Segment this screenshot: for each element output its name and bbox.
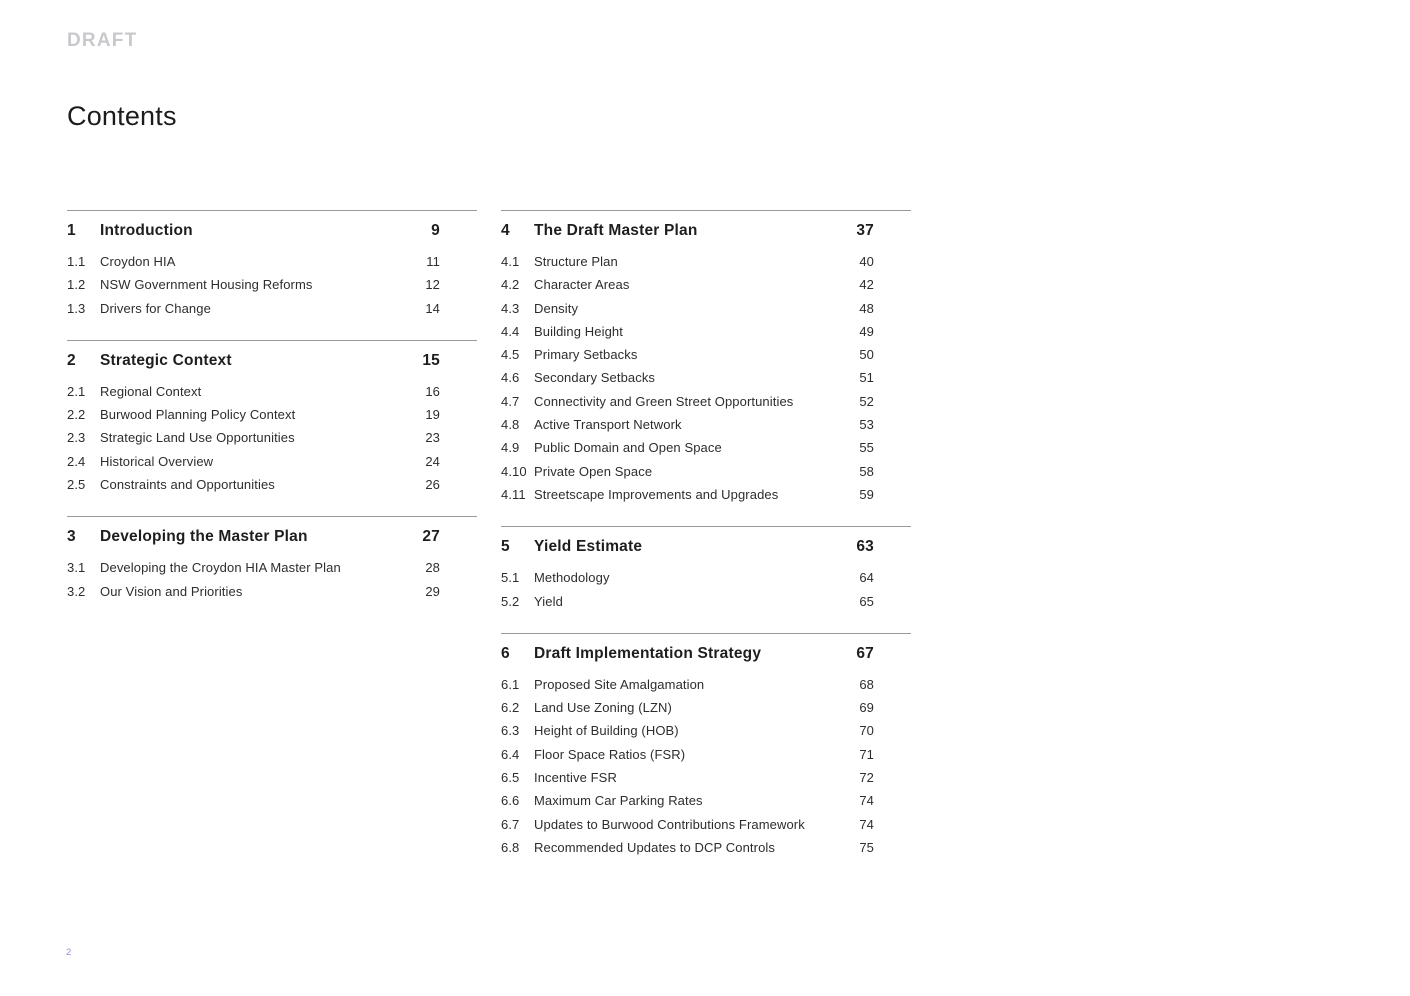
toc-entry bbox=[501, 413, 911, 436]
toc-entry bbox=[501, 460, 911, 483]
section-number: 4 bbox=[501, 222, 510, 239]
section-title: Developing the Master Plan bbox=[100, 528, 308, 546]
entry-number: 4.8 bbox=[501, 417, 520, 433]
entry-title: Updates to Burwood Contributions Framework bbox=[534, 816, 805, 832]
section-title: Strategic Context bbox=[100, 351, 232, 369]
toc-section bbox=[501, 633, 911, 859]
toc-entry bbox=[501, 813, 911, 836]
toc-entry bbox=[501, 343, 911, 366]
toc-section-heading bbox=[501, 537, 911, 557]
entry-page: 53 bbox=[859, 417, 874, 433]
entry-title: Incentive FSR bbox=[534, 770, 617, 786]
toc-entry bbox=[67, 380, 477, 403]
entry-page: 42 bbox=[859, 277, 874, 293]
entry-number: 3.2 bbox=[67, 583, 86, 599]
entry-title: Character Areas bbox=[534, 277, 630, 293]
entry-title: Proposed Site Amalgamation bbox=[534, 676, 705, 692]
entry-page: 71 bbox=[859, 746, 874, 762]
entry-page: 28 bbox=[425, 560, 440, 576]
entry-title: Private Open Space bbox=[534, 463, 653, 479]
entry-number: 6.1 bbox=[501, 676, 520, 692]
entry-number: 4.9 bbox=[501, 440, 520, 456]
entry-title: Developing the Croydon HIA Master Plan bbox=[100, 560, 341, 576]
entry-number: 4.3 bbox=[501, 300, 520, 316]
toc-entry bbox=[67, 580, 477, 603]
draft-watermark: DRAFT bbox=[67, 30, 138, 51]
entry-title: Public Domain and Open Space bbox=[534, 440, 722, 456]
section-number: 6 bbox=[501, 644, 510, 662]
section-title: The Draft Master Plan bbox=[534, 222, 698, 239]
entry-title: Yield bbox=[534, 593, 563, 609]
toc-entry bbox=[67, 250, 477, 273]
toc-section bbox=[501, 526, 911, 613]
entry-number: 4.7 bbox=[501, 393, 520, 409]
toc-entry bbox=[501, 590, 911, 613]
entry-number: 4.10 bbox=[501, 463, 527, 479]
section-page: 37 bbox=[856, 222, 874, 239]
toc-entry bbox=[501, 297, 911, 320]
entry-number: 4.6 bbox=[501, 370, 520, 386]
entry-page: 16 bbox=[425, 383, 440, 399]
entry-title: Streetscape Improvements and Upgrades bbox=[534, 486, 779, 502]
entry-number: 6.7 bbox=[501, 816, 520, 832]
entry-number: 2.5 bbox=[67, 477, 86, 493]
section-entries bbox=[67, 380, 477, 496]
entry-page: 23 bbox=[425, 430, 440, 446]
entry-page: 65 bbox=[859, 593, 874, 609]
entry-page: 51 bbox=[859, 370, 874, 386]
section-number: 3 bbox=[67, 528, 76, 546]
entry-number: 1.3 bbox=[67, 300, 86, 316]
entry-page: 70 bbox=[859, 723, 874, 739]
entry-page: 64 bbox=[859, 570, 874, 586]
section-entries bbox=[67, 556, 477, 603]
entry-page: 59 bbox=[859, 486, 874, 502]
entry-title: Burwood Planning Policy Context bbox=[100, 407, 296, 423]
entry-title: Recommended Updates to DCP Controls bbox=[534, 839, 775, 855]
entry-number: 6.4 bbox=[501, 746, 520, 762]
entry-number: 4.5 bbox=[501, 347, 520, 363]
entry-number: 6.3 bbox=[501, 723, 520, 739]
toc-entry bbox=[501, 719, 911, 742]
toc-entry bbox=[501, 366, 911, 389]
entry-title: Our Vision and Priorities bbox=[100, 583, 243, 599]
entry-number: 6.8 bbox=[501, 839, 520, 855]
entry-number: 5.1 bbox=[501, 570, 520, 586]
entry-title: Structure Plan bbox=[534, 254, 618, 269]
section-entries bbox=[501, 673, 911, 859]
entry-number: 6.6 bbox=[501, 793, 520, 809]
toc-section-heading bbox=[67, 351, 477, 371]
entry-number: 1.1 bbox=[67, 254, 86, 269]
entry-page: 26 bbox=[425, 477, 440, 493]
section-number: 5 bbox=[501, 538, 510, 556]
entry-title: NSW Government Housing Reforms bbox=[100, 277, 313, 293]
toc-column-right bbox=[501, 210, 911, 879]
toc-entry bbox=[67, 426, 477, 449]
toc-entry bbox=[67, 473, 477, 496]
toc-entry bbox=[501, 320, 911, 343]
entry-title: Methodology bbox=[534, 570, 610, 586]
entry-title: Regional Context bbox=[100, 383, 202, 399]
toc-entry bbox=[501, 273, 911, 296]
entry-number: 6.2 bbox=[501, 700, 520, 716]
entry-title: Constraints and Opportunities bbox=[100, 477, 275, 493]
toc-section bbox=[67, 210, 477, 320]
entry-page: 40 bbox=[859, 254, 874, 269]
section-page: 9 bbox=[431, 222, 440, 239]
entry-page: 72 bbox=[859, 770, 874, 786]
toc-entry bbox=[67, 450, 477, 473]
entry-title: Maximum Car Parking Rates bbox=[534, 793, 703, 809]
entry-page: 58 bbox=[859, 463, 874, 479]
footer-page-number: 2 bbox=[66, 947, 72, 958]
entry-title: Active Transport Network bbox=[534, 417, 682, 433]
entry-title: Floor Space Ratios (FSR) bbox=[534, 746, 686, 762]
entry-page: 29 bbox=[425, 583, 440, 599]
entry-page: 55 bbox=[859, 440, 874, 456]
section-entries bbox=[501, 250, 911, 506]
entry-page: 48 bbox=[859, 300, 874, 316]
section-entries bbox=[67, 250, 477, 320]
entry-title: Croydon HIA bbox=[100, 254, 176, 269]
toc-section-heading bbox=[501, 644, 911, 664]
toc-section bbox=[67, 516, 477, 603]
entry-page: 74 bbox=[859, 793, 874, 809]
section-title: Draft Implementation Strategy bbox=[534, 644, 762, 662]
entry-page: 24 bbox=[425, 453, 440, 469]
entry-page: 50 bbox=[859, 347, 874, 363]
toc-entry bbox=[501, 789, 911, 812]
entry-number: 4.2 bbox=[501, 277, 520, 293]
entry-number: 5.2 bbox=[501, 593, 520, 609]
toc-entry bbox=[501, 436, 911, 459]
entry-page: 11 bbox=[426, 254, 440, 269]
toc-entry bbox=[501, 566, 911, 589]
section-title: Introduction bbox=[100, 222, 193, 239]
entry-page: 69 bbox=[859, 700, 874, 716]
toc-entry bbox=[501, 673, 911, 696]
entry-page: 52 bbox=[859, 393, 874, 409]
entry-page: 68 bbox=[859, 676, 874, 692]
section-page: 67 bbox=[856, 644, 874, 662]
toc-entry bbox=[501, 836, 911, 859]
toc-entry bbox=[501, 483, 911, 506]
section-page: 15 bbox=[422, 351, 440, 369]
entry-title: Density bbox=[534, 300, 579, 316]
entry-number: 2.3 bbox=[67, 430, 86, 446]
page-title: Contents bbox=[67, 101, 177, 131]
entry-title: Building Height bbox=[534, 323, 623, 339]
entry-number: 4.1 bbox=[501, 254, 520, 269]
entry-title: Land Use Zoning (LZN) bbox=[534, 700, 672, 716]
toc-entry bbox=[501, 696, 911, 719]
entry-number: 2.1 bbox=[67, 383, 86, 399]
entry-number: 2.2 bbox=[67, 407, 86, 423]
entry-title: Connectivity and Green Street Opportunities bbox=[534, 393, 794, 409]
entry-title: Primary Setbacks bbox=[534, 347, 638, 363]
entry-title: Drivers for Change bbox=[100, 300, 211, 316]
toc-section-heading bbox=[67, 221, 477, 241]
section-title: Yield Estimate bbox=[534, 538, 643, 556]
toc-section bbox=[67, 340, 477, 496]
toc-section-heading bbox=[501, 221, 911, 241]
toc-entry bbox=[501, 390, 911, 413]
toc-entry bbox=[67, 403, 477, 426]
entry-page: 19 bbox=[425, 407, 440, 423]
toc-entry bbox=[501, 250, 911, 273]
toc-entry bbox=[67, 297, 477, 320]
toc-entry bbox=[67, 273, 477, 296]
entry-page: 49 bbox=[859, 323, 874, 339]
entry-number: 1.2 bbox=[67, 277, 86, 293]
entry-page: 74 bbox=[859, 816, 874, 832]
section-page: 63 bbox=[856, 538, 874, 556]
section-number: 1 bbox=[67, 222, 76, 239]
entry-page: 12 bbox=[425, 277, 440, 293]
toc-entry bbox=[501, 766, 911, 789]
entry-title: Height of Building (HOB) bbox=[534, 723, 679, 739]
section-number: 2 bbox=[67, 351, 76, 369]
toc-section-heading bbox=[67, 527, 477, 547]
section-page: 27 bbox=[422, 528, 440, 546]
entry-title: Strategic Land Use Opportunities bbox=[100, 430, 295, 446]
entry-number: 6.5 bbox=[501, 770, 520, 786]
entry-number: 4.11 bbox=[501, 486, 526, 502]
entry-title: Secondary Setbacks bbox=[534, 370, 656, 386]
entry-title: Historical Overview bbox=[100, 453, 214, 469]
entry-page: 75 bbox=[859, 839, 874, 855]
entry-page: 14 bbox=[425, 300, 440, 316]
section-entries bbox=[501, 566, 911, 613]
entry-number: 2.4 bbox=[67, 453, 86, 469]
toc-column-left bbox=[67, 210, 477, 623]
toc-entry bbox=[67, 556, 477, 579]
entry-number: 3.1 bbox=[67, 560, 86, 576]
toc-entry bbox=[501, 743, 911, 766]
toc-section bbox=[501, 210, 911, 506]
entry-number: 4.4 bbox=[501, 323, 520, 339]
